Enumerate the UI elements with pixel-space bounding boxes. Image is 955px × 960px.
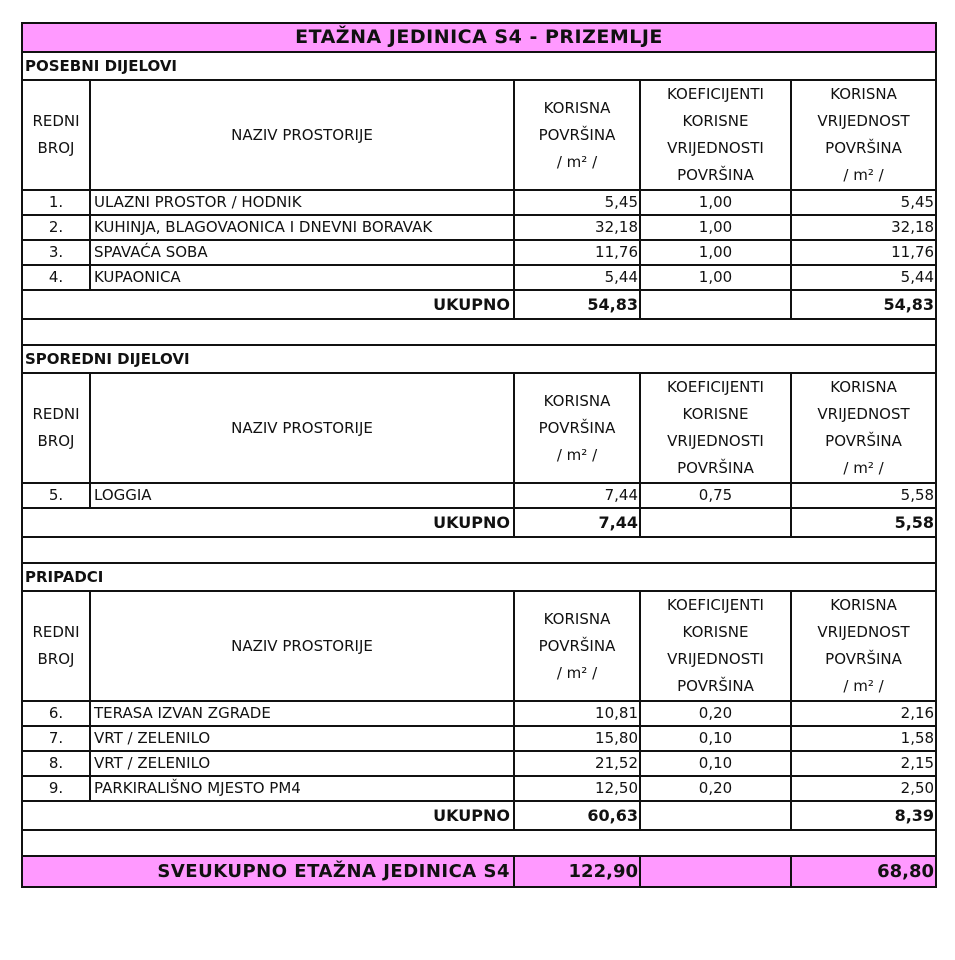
- area-calculation-sheet: [21, 22, 935, 888]
- header-area: KORISNA POVRŠINA / m² /: [514, 591, 640, 701]
- row-area: 7,44: [514, 483, 640, 508]
- row-coef: 0,10: [640, 751, 791, 776]
- row-value: 1,58: [791, 726, 936, 751]
- spacer-row: [22, 319, 936, 345]
- section-total-row: [22, 290, 936, 319]
- row-area: 5,45: [514, 190, 640, 215]
- row-no: 6.: [22, 701, 90, 726]
- row-coef: 1,00: [640, 190, 791, 215]
- row-coef: 1,00: [640, 265, 791, 290]
- header-coef: KOEFICIJENTI KORISNE VRIJEDNOSTI POVRŠINA: [640, 80, 791, 190]
- table-row: [22, 751, 936, 776]
- grand-total-area: 122,90: [514, 856, 640, 887]
- row-no: 4.: [22, 265, 90, 290]
- total-coef-empty: [640, 290, 791, 319]
- row-coef: 0,20: [640, 701, 791, 726]
- row-value: 2,16: [791, 701, 936, 726]
- page-title: ETAŽNA JEDINICA S4 - PRIZEMLJE: [22, 23, 936, 52]
- grand-total-row: [22, 856, 936, 887]
- row-name: TERASA IZVAN ZGRADE: [90, 701, 514, 726]
- total-area: 7,44: [514, 508, 640, 537]
- table-row: [22, 776, 936, 801]
- table-row: [22, 215, 936, 240]
- table-row: [22, 726, 936, 751]
- grand-total-coef-empty: [640, 856, 791, 887]
- row-value: 32,18: [791, 215, 936, 240]
- section-header-row: [22, 52, 936, 80]
- table-row: [22, 701, 936, 726]
- row-no: 2.: [22, 215, 90, 240]
- section-total-row: [22, 801, 936, 830]
- row-value: 5,58: [791, 483, 936, 508]
- row-no: 1.: [22, 190, 90, 215]
- grand-total-value: 68,80: [791, 856, 936, 887]
- total-area: 60,63: [514, 801, 640, 830]
- row-no: 9.: [22, 776, 90, 801]
- row-value: 2,15: [791, 751, 936, 776]
- total-coef-empty: [640, 508, 791, 537]
- total-area: 54,83: [514, 290, 640, 319]
- row-value: 5,44: [791, 265, 936, 290]
- table-row: [22, 190, 936, 215]
- section-title: PRIPADCI: [22, 563, 936, 591]
- table-row: [22, 240, 936, 265]
- column-header-row: [22, 80, 936, 190]
- header-no: REDNI BROJ: [22, 373, 90, 483]
- row-name: PARKIRALIŠNO MJESTO PM4: [90, 776, 514, 801]
- total-label: UKUPNO: [22, 801, 514, 830]
- row-coef: 1,00: [640, 240, 791, 265]
- column-header-row: [22, 591, 936, 701]
- header-area: KORISNA POVRŠINA / m² /: [514, 373, 640, 483]
- header-value: KORISNA VRIJEDNOST POVRŠINA / m² /: [791, 591, 936, 701]
- section-title: SPOREDNI DIJELOVI: [22, 345, 936, 373]
- header-coef: KOEFICIJENTI KORISNE VRIJEDNOSTI POVRŠINA: [640, 591, 791, 701]
- row-area: 12,50: [514, 776, 640, 801]
- row-name: SPAVAĆA SOBA: [90, 240, 514, 265]
- row-area: 21,52: [514, 751, 640, 776]
- row-area: 15,80: [514, 726, 640, 751]
- row-name: ULAZNI PROSTOR / HODNIK: [90, 190, 514, 215]
- total-label: UKUPNO: [22, 290, 514, 319]
- row-name: KUHINJA, BLAGOVAONICA I DNEVNI BORAVAK: [90, 215, 514, 240]
- total-value: 5,58: [791, 508, 936, 537]
- header-no: REDNI BROJ: [22, 591, 90, 701]
- row-area: 32,18: [514, 215, 640, 240]
- row-name: VRT / ZELENILO: [90, 751, 514, 776]
- row-name: KUPAONICA: [90, 265, 514, 290]
- row-no: 7.: [22, 726, 90, 751]
- total-value: 54,83: [791, 290, 936, 319]
- row-name: LOGGIA: [90, 483, 514, 508]
- table-row: [22, 265, 936, 290]
- row-name: VRT / ZELENILO: [90, 726, 514, 751]
- section-header-row: [22, 563, 936, 591]
- spacer-row: [22, 537, 936, 563]
- column-header-row: [22, 373, 936, 483]
- spacer-row: [22, 830, 936, 856]
- row-coef: 1,00: [640, 215, 791, 240]
- row-value: 2,50: [791, 776, 936, 801]
- row-value: 5,45: [791, 190, 936, 215]
- grand-total-label: SVEUKUPNO ETAŽNA JEDINICA S4: [22, 856, 514, 887]
- header-value: KORISNA VRIJEDNOST POVRŠINA / m² /: [791, 373, 936, 483]
- area-table: [21, 22, 937, 888]
- row-no: 8.: [22, 751, 90, 776]
- row-area: 11,76: [514, 240, 640, 265]
- row-no: 5.: [22, 483, 90, 508]
- section-header-row: [22, 345, 936, 373]
- header-name: NAZIV PROSTORIJE: [90, 80, 514, 190]
- row-coef: 0,75: [640, 483, 791, 508]
- row-coef: 0,20: [640, 776, 791, 801]
- total-coef-empty: [640, 801, 791, 830]
- row-coef: 0,10: [640, 726, 791, 751]
- header-value: KORISNA VRIJEDNOST POVRŠINA / m² /: [791, 80, 936, 190]
- total-value: 8,39: [791, 801, 936, 830]
- header-no: REDNI BROJ: [22, 80, 90, 190]
- row-no: 3.: [22, 240, 90, 265]
- section-title: POSEBNI DIJELOVI: [22, 52, 936, 80]
- header-name: NAZIV PROSTORIJE: [90, 591, 514, 701]
- table-row: [22, 483, 936, 508]
- section-total-row: [22, 508, 936, 537]
- total-label: UKUPNO: [22, 508, 514, 537]
- row-area: 10,81: [514, 701, 640, 726]
- row-area: 5,44: [514, 265, 640, 290]
- header-name: NAZIV PROSTORIJE: [90, 373, 514, 483]
- title-row: [22, 23, 936, 52]
- row-value: 11,76: [791, 240, 936, 265]
- header-coef: KOEFICIJENTI KORISNE VRIJEDNOSTI POVRŠINA: [640, 373, 791, 483]
- header-area: KORISNA POVRŠINA / m² /: [514, 80, 640, 190]
